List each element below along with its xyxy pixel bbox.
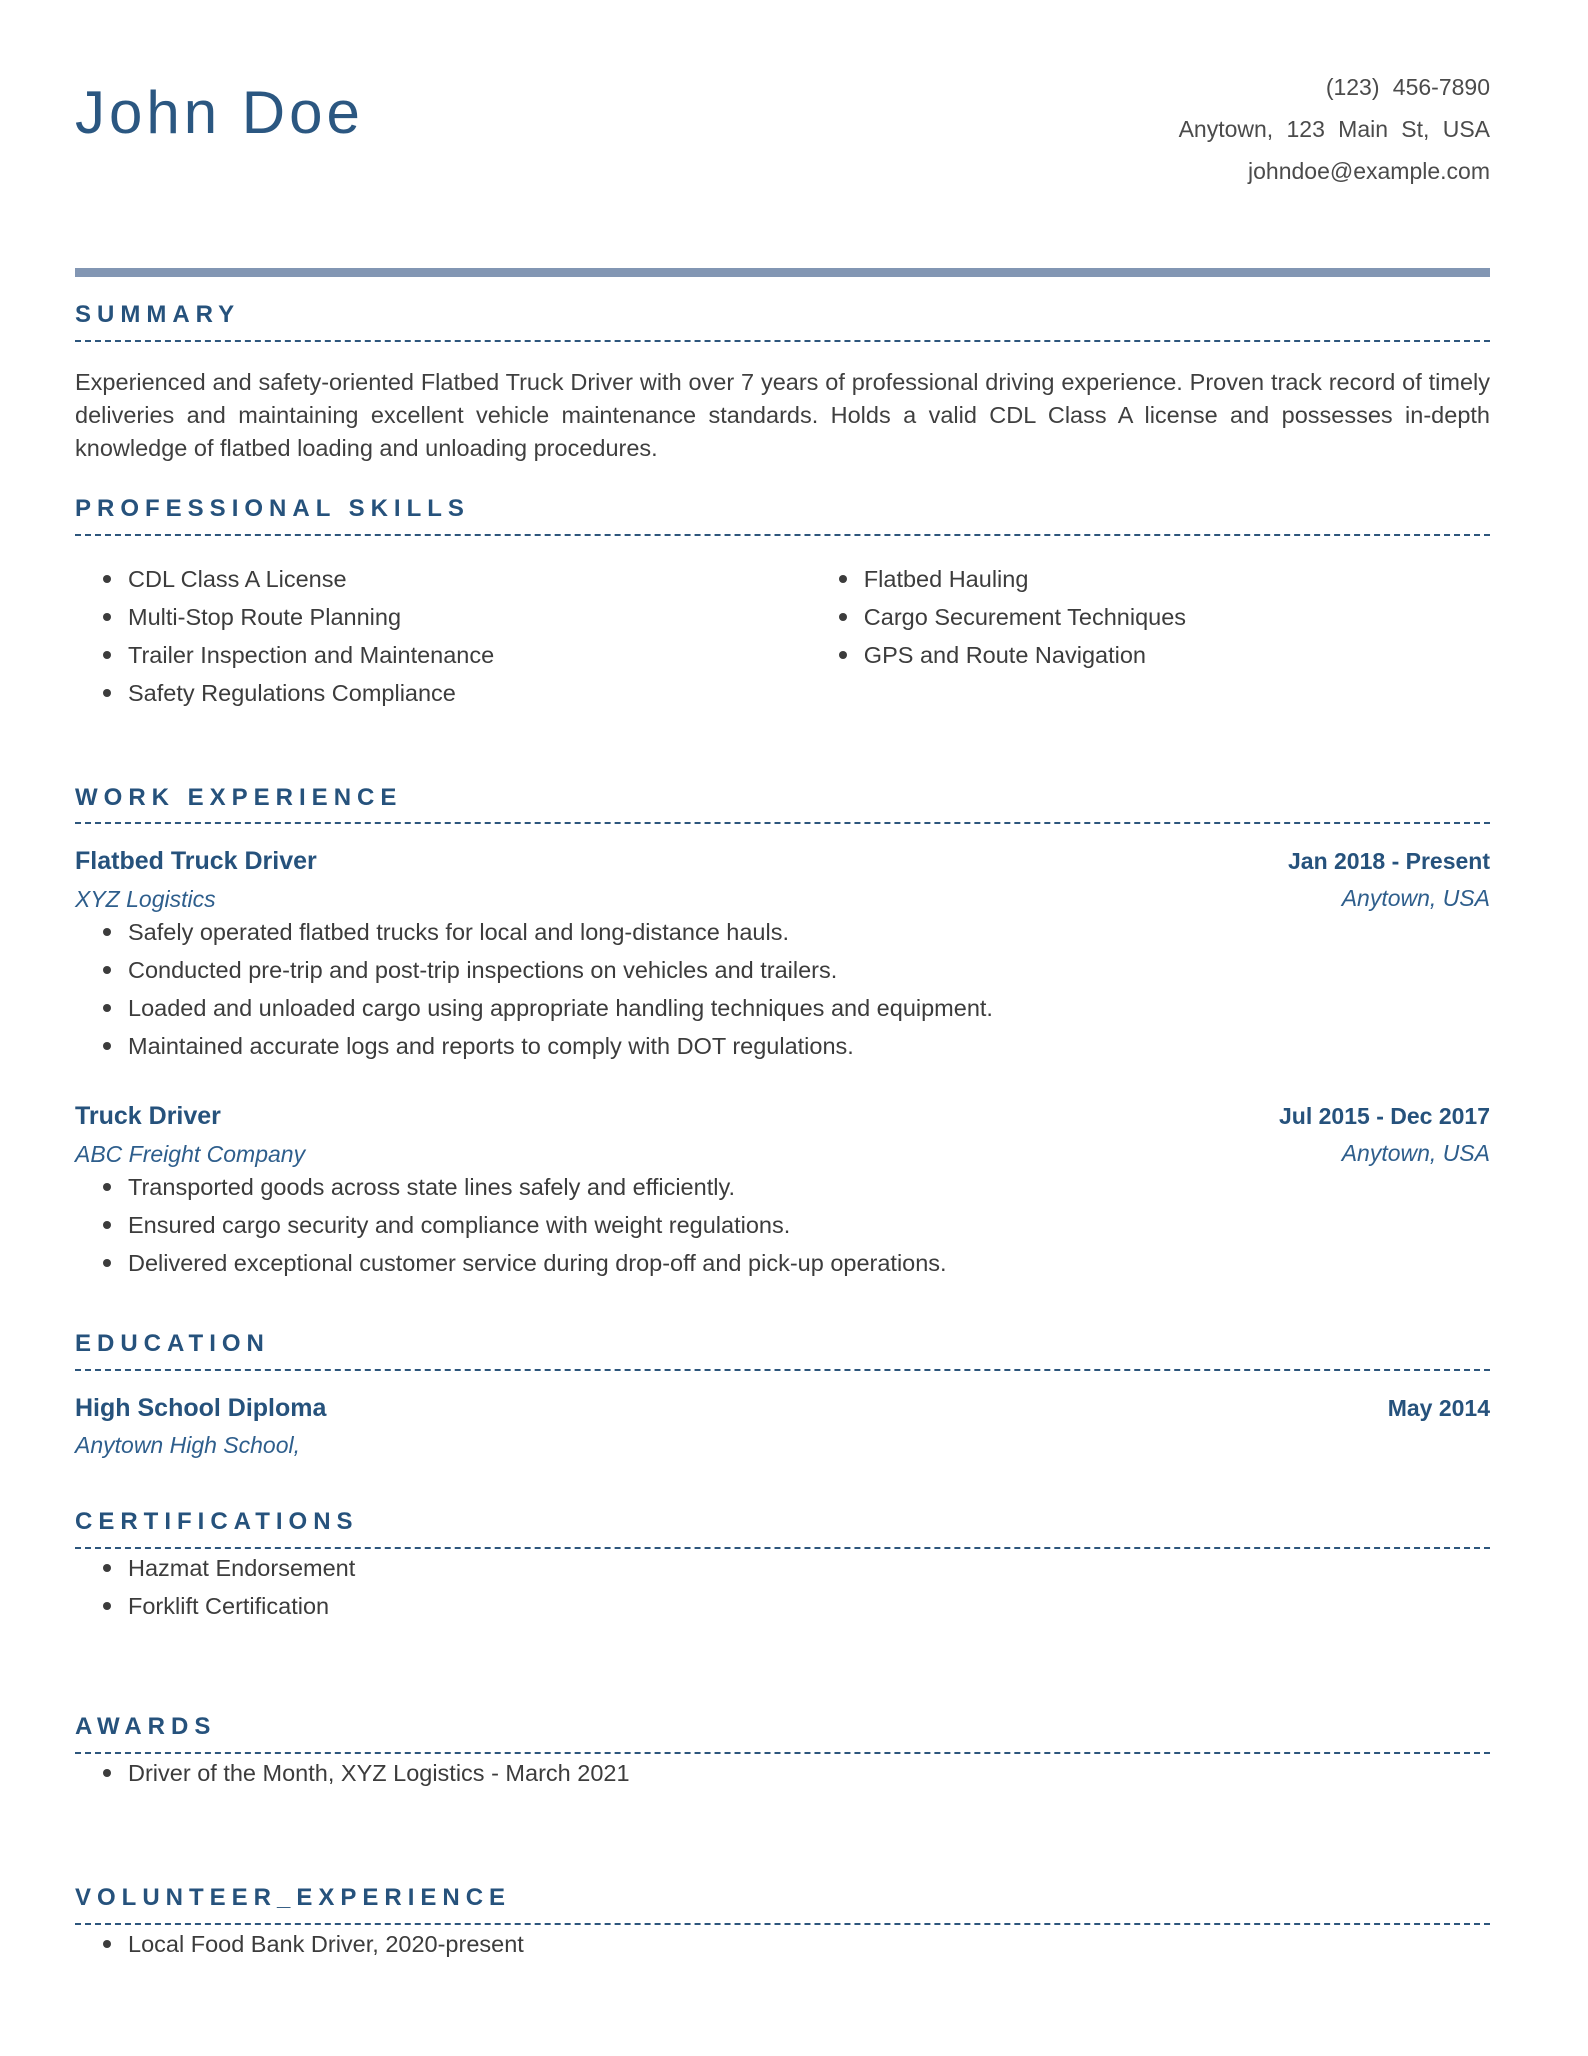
skills-list-right: [811, 560, 1490, 712]
job-bullet: Conducted pre-trip and post-trip inspections on vehicles and trailers.: [75, 951, 1490, 989]
skill-item: GPS and Route Navigation: [811, 636, 1490, 674]
certification-item: Forklift Certification: [75, 1587, 1490, 1625]
skill-item: CDL Class A License: [75, 560, 811, 598]
section-certifications: [75, 1508, 1490, 1625]
job-dates: Jul 2015 - Dec 2017: [1279, 1103, 1490, 1130]
section-skills: [75, 495, 1490, 712]
job-entry-left: [75, 1101, 305, 1168]
job-entry: [75, 846, 1490, 1065]
dashed-divider: [75, 340, 1490, 342]
job-company: XYZ Logistics: [75, 885, 216, 912]
job-location: Anytown, USA: [1341, 1140, 1490, 1167]
education-degree: High School Diploma: [75, 1394, 327, 1423]
summary-section-title: SUMMARY: [75, 301, 241, 328]
skill-item: Cargo Securement Techniques: [811, 598, 1490, 636]
skills-list-left: [75, 560, 811, 712]
education-date: May 2014: [1387, 1395, 1490, 1422]
job-position: Flatbed Truck Driver: [75, 847, 317, 876]
volunteer-list: [75, 1925, 1490, 1963]
education-entry: [75, 1393, 1490, 1460]
section-work-experience: [75, 784, 1490, 1283]
skill-item: Trailer Inspection and Maintenance: [75, 636, 811, 674]
volunteer-item: Local Food Bank Driver, 2020-present: [75, 1925, 1490, 1963]
dashed-divider: [75, 822, 1490, 824]
certification-item: Hazmat Endorsement: [75, 1549, 1490, 1587]
dashed-divider: [75, 1369, 1490, 1371]
job-bullet: Ensured cargo security and compliance with weight regulations.: [75, 1206, 1490, 1244]
job-entry-right: [1288, 846, 1490, 913]
job-entry: [75, 1101, 1490, 1282]
skill-item: Safety Regulations Compliance: [75, 674, 811, 712]
job-bullet-list: [75, 1168, 1490, 1282]
job-bullet-list: [75, 913, 1490, 1065]
job-bullet: Delivered exceptional customer service during drop-off and pick-up operations.: [75, 1244, 1490, 1282]
education-section-title: EDUCATION: [75, 1330, 270, 1358]
header-divider-bar: [75, 268, 1490, 277]
section-awards: [75, 1713, 1490, 1792]
contact-phone: (123) 456-7890: [1325, 74, 1490, 100]
certifications-list: [75, 1549, 1490, 1625]
job-entry-left: [75, 846, 317, 913]
summary-text: Experienced and safety-oriented Flatbed Truck Driver with over 7 years of professional driving experience. Proven track record of timely deliveries and maintaining excellent vehicle maintenance standards. Holds a valid CDL Class A license and possesses in-depth knowledge of flatbed loading and unloading procedures.: [75, 368, 1490, 461]
header: [75, 66, 1490, 192]
job-company: ABC Freight Company: [75, 1140, 306, 1167]
job-bullet: Safely operated flatbed trucks for local and long-distance hauls.: [75, 913, 1490, 951]
job-bullet: Transported goods across state lines safely and efficiently.: [75, 1168, 1490, 1206]
section-volunteer-experience: [75, 1884, 1490, 1963]
skills-section-title: PROFESSIONAL SKILLS: [75, 494, 470, 522]
awards-list: [75, 1754, 1490, 1792]
dashed-divider: [75, 534, 1490, 536]
awards-section-title: AWARDS: [75, 1712, 217, 1740]
certifications-section-title: CERTIFICATIONS: [75, 1508, 359, 1536]
job-dates: Jan 2018 - Present: [1287, 848, 1490, 875]
job-position: Truck Driver: [75, 1102, 221, 1131]
education-entry-left: [75, 1393, 326, 1460]
section-summary: [75, 301, 1490, 465]
contact-email: johndoe@example.com: [1248, 158, 1490, 184]
job-entry-head: [75, 846, 1490, 913]
section-education: [75, 1330, 1490, 1460]
job-bullet: Maintained accurate logs and reports to comply with DOT regulations.: [75, 1027, 1490, 1065]
volunteer-section-title: VOLUNTEER_EXPERIENCE: [75, 1883, 512, 1911]
contact-block: [1179, 66, 1490, 192]
person-name: John Doe: [75, 79, 364, 146]
job-bullet: Loaded and unloaded cargo using appropriate handling techniques and equipment.: [75, 989, 1490, 1027]
contact-address: Anytown, 123 Main St, USA: [1178, 116, 1490, 142]
job-entry-head: [75, 1101, 1490, 1168]
skill-item: Multi-Stop Route Planning: [75, 598, 811, 636]
education-school: Anytown High School,: [75, 1432, 301, 1459]
skills-columns: [75, 560, 1490, 712]
job-entry-right: [1279, 1101, 1490, 1168]
job-location: Anytown, USA: [1341, 885, 1490, 912]
experience-section-title: WORK EXPERIENCE: [75, 783, 403, 811]
education-entry-right: [1388, 1393, 1490, 1424]
award-item: Driver of the Month, XYZ Logistics - March 2021: [75, 1754, 1490, 1792]
skill-item: Flatbed Hauling: [811, 560, 1490, 598]
